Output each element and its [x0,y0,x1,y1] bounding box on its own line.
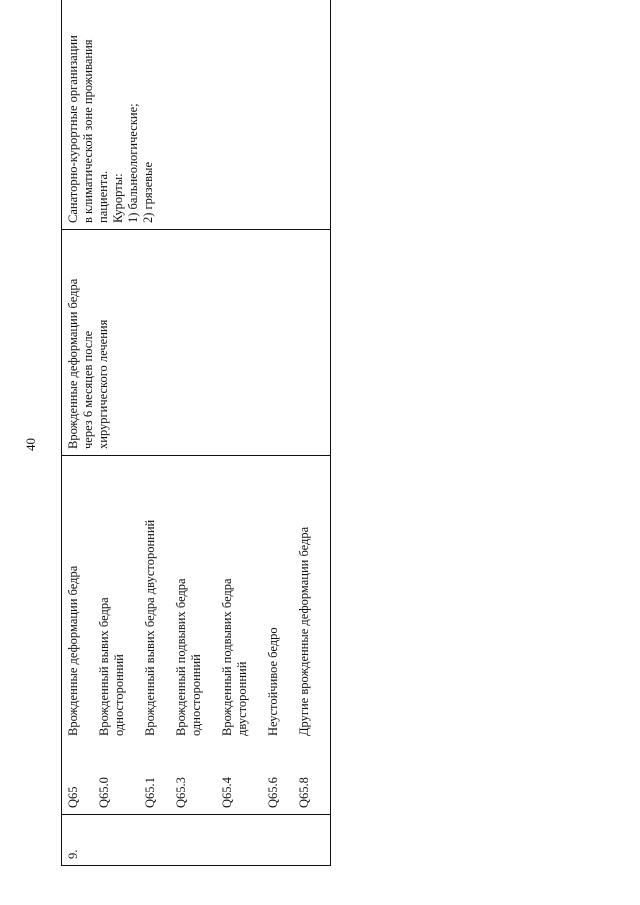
diagnosis-line: Врожденный подвывих бедра [220,578,234,736]
icd-code: Q65.4 [220,777,234,808]
condition-cell [62,230,331,456]
diagnosis-name [220,462,250,736]
condition-line: через 6 месяцев после [81,330,95,449]
diagnosis-name [66,462,81,736]
resort-line: пациента. [96,170,110,223]
condition-line: Врожденные деформации бедра [66,278,80,449]
code-entry [220,462,250,808]
diagnosis-line: Врожденные деформации бедра [66,565,80,736]
code-entry [174,462,204,808]
diagnosis-name [97,462,127,736]
icd-code: Q65.6 [266,777,280,808]
icd-code: Q65.3 [174,777,188,808]
resorts-cell [62,0,331,230]
code-entry [297,462,312,808]
icd-code: Q65.0 [97,777,111,808]
diagnosis-name [266,462,281,736]
code-entry [66,462,81,808]
diagnosis-line: Врожденный вывих бедра [97,597,111,736]
code-entry [266,462,281,808]
code-entry [143,462,158,808]
diagnosis-name [174,462,204,736]
resort-line: 1) бальнеологические; [126,103,140,223]
indications-table [61,0,331,866]
diagnosis-line: Другие врожденные деформации бедра [297,526,311,736]
page-number: 40 [23,438,38,451]
diagnosis-line: двусторонний [235,661,249,736]
rotated-table-page [61,31,322,866]
icd-code: Q65 [66,786,80,808]
resort-line: Курорты: [111,173,125,223]
condition-line: хирургического лечения [96,319,110,449]
resort-line: 2) грязевые [141,162,155,223]
diagnosis-name [297,462,312,736]
diagnosis-line: односторонний [189,654,203,736]
table-row [62,0,331,866]
row-number-cell [62,815,331,866]
code-entry [97,462,127,808]
icd-code: Q65.8 [297,777,311,808]
row-number: 9. [66,849,80,859]
codes-cell [62,456,331,815]
resort-line: Санаторно-курортные организации [66,35,80,223]
diagnosis-name [143,462,158,736]
diagnosis-line: Врожденный вывих бедра двусторонний [143,519,157,736]
diagnosis-line: односторонний [112,654,126,736]
icd-code: Q65.1 [143,777,157,808]
diagnosis-line: Врожденный подвывих бедра [174,578,188,736]
resort-line: в климатической зоне проживания [81,39,95,223]
diagnosis-line: Неустойчивое бедро [266,627,280,736]
